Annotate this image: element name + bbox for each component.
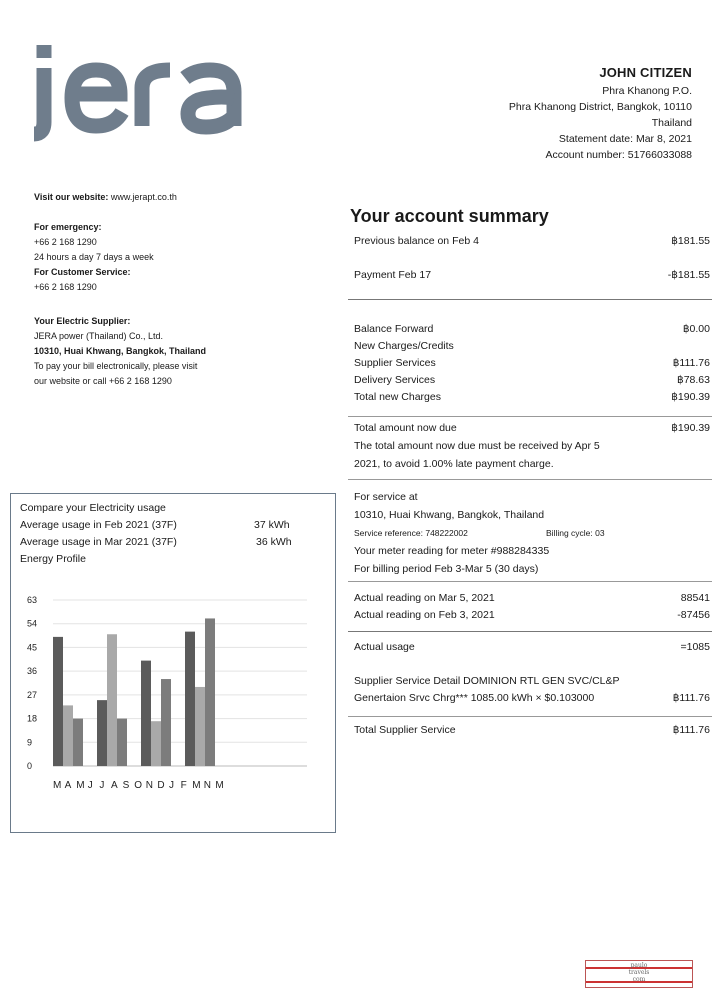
mar-usage-label: Average usage in Mar 2021 (37F) bbox=[20, 536, 177, 548]
service-reference: Service reference: 748222002 bbox=[354, 528, 468, 538]
bar bbox=[195, 687, 205, 766]
customer-info bbox=[509, 65, 692, 163]
feb-usage-label: Average usage in Feb 2021 (37F) bbox=[20, 519, 177, 531]
energy-profile-label: Energy Profile bbox=[20, 553, 86, 565]
meter-line: Your meter reading for meter #988284335 bbox=[354, 545, 550, 557]
delivery-services-label: Delivery Services bbox=[354, 374, 436, 386]
y-tick-label: 0 bbox=[27, 761, 33, 771]
supplier-name: JERA power (Thailand) Co., Ltd. bbox=[34, 331, 164, 341]
bar bbox=[63, 705, 73, 766]
x-tick-label: A bbox=[111, 780, 118, 791]
supplier-label: Your Electric Supplier: bbox=[34, 316, 131, 326]
x-tick-label: N bbox=[145, 780, 154, 791]
watermark-text-3: com bbox=[632, 976, 646, 983]
emergency-block bbox=[34, 220, 154, 295]
account-summary bbox=[350, 206, 712, 284]
x-tick-label: M bbox=[53, 780, 62, 791]
previous-balance-label: Previous balance on Feb 4 bbox=[354, 235, 479, 247]
bar bbox=[97, 700, 107, 766]
total-supplier-block bbox=[350, 722, 712, 739]
balance-forward-label: Balance Forward bbox=[354, 323, 434, 335]
x-tick-label: A bbox=[64, 780, 72, 791]
emergency-phone: +66 2 168 1290 bbox=[34, 237, 97, 247]
total-new-charges-label: Total new Charges bbox=[354, 391, 441, 403]
balance-forward-value: ฿0.00 bbox=[682, 323, 710, 335]
supplier-services-label: Supplier Services bbox=[354, 357, 436, 369]
divider bbox=[348, 479, 712, 480]
watermark-text-2: travels bbox=[628, 969, 650, 976]
generation-charge-value: ฿111.76 bbox=[672, 692, 710, 704]
x-tick-label: F bbox=[180, 780, 187, 791]
readings-block bbox=[350, 590, 712, 624]
bar bbox=[151, 721, 161, 766]
customer-service-phone: +66 2 168 1290 bbox=[34, 282, 97, 292]
bar bbox=[141, 661, 151, 766]
x-tick-label: J bbox=[99, 780, 105, 791]
mar-usage-value: 36 kWh bbox=[256, 536, 292, 548]
supplier-detail-block bbox=[350, 673, 712, 707]
x-tick-label: J bbox=[169, 780, 174, 791]
charges-block bbox=[350, 321, 712, 406]
y-tick-label: 27 bbox=[27, 689, 38, 700]
total-supplier-row bbox=[350, 722, 712, 739]
delivery-services-value: ฿78.63 bbox=[677, 374, 710, 386]
x-tick-label: D bbox=[157, 780, 165, 791]
statement-date: Statement date: Mar 8, 2021 bbox=[558, 133, 692, 145]
supplier-services-row bbox=[350, 355, 712, 372]
usage-header bbox=[11, 494, 335, 568]
y-tick-label: 9 bbox=[27, 737, 33, 748]
x-tick-label: N bbox=[203, 780, 212, 791]
customer-country: Thailand bbox=[651, 117, 692, 129]
watermark-text-1: paulo bbox=[630, 962, 648, 969]
divider bbox=[348, 581, 712, 582]
total-due-value: ฿190.39 bbox=[671, 422, 710, 434]
account-number: Account number: 51766033088 bbox=[545, 149, 692, 161]
feb-usage-row bbox=[20, 517, 335, 534]
emergency-hours: 24 hours a day 7 days a week bbox=[34, 252, 154, 262]
bar bbox=[107, 634, 117, 766]
new-charges-label: New Charges/Credits bbox=[354, 340, 454, 352]
y-tick-label: 18 bbox=[27, 713, 38, 724]
divider bbox=[348, 299, 712, 300]
supplier-detail-row-1 bbox=[350, 673, 712, 690]
bar bbox=[185, 632, 195, 766]
reading-2-value: -87456 bbox=[677, 609, 710, 621]
new-charges-row bbox=[350, 338, 712, 355]
total-new-charges-row bbox=[350, 389, 712, 406]
total-supplier-value: ฿111.76 bbox=[672, 724, 710, 736]
reading-row-2 bbox=[350, 607, 712, 624]
y-tick-label: 45 bbox=[27, 642, 38, 653]
website-label: Visit our website: bbox=[34, 192, 109, 202]
reading-2-label: Actual reading on Feb 3, 2021 bbox=[354, 609, 495, 621]
website-line bbox=[34, 190, 177, 205]
service-heading: For service at bbox=[354, 491, 418, 503]
supplier-services-value: ฿111.76 bbox=[672, 357, 710, 369]
service-block bbox=[350, 488, 712, 578]
feb-usage-value: 37 kWh bbox=[254, 519, 290, 531]
customer-service-label: For Customer Service: bbox=[34, 267, 131, 277]
due-note-2: 2021, to avoid 1.00% late payment charge. bbox=[354, 458, 554, 470]
usage-bar-chart bbox=[11, 590, 333, 830]
reading-1-value: 88541 bbox=[680, 592, 710, 604]
amount-due-block bbox=[350, 420, 712, 473]
reading-1-label: Actual reading on Mar 5, 2021 bbox=[354, 592, 495, 604]
divider bbox=[348, 716, 712, 717]
y-tick-label: 54 bbox=[27, 618, 38, 629]
y-tick-label: 36 bbox=[27, 666, 38, 677]
delivery-services-row bbox=[350, 372, 712, 389]
due-note-1: The total amount now due must be received by Apr 5 bbox=[354, 440, 600, 452]
payment-value: -฿181.55 bbox=[667, 269, 710, 281]
divider bbox=[348, 631, 712, 632]
supplier-address: 10310, Huai Khwang, Bangkok, Thailand bbox=[34, 346, 207, 356]
bar bbox=[205, 618, 215, 766]
total-due-row bbox=[350, 420, 712, 437]
billing-cycle: Billing cycle: 03 bbox=[546, 528, 605, 538]
divider bbox=[348, 416, 712, 417]
pay-instructions-2: our website or call +66 2 168 1290 bbox=[34, 376, 172, 386]
usage-block bbox=[350, 639, 712, 656]
service-address: 10310, Huai Khwang, Bangkok, Thailand bbox=[354, 509, 545, 521]
x-tick-label: O bbox=[134, 780, 142, 791]
watermark-logo bbox=[585, 960, 693, 988]
x-tick-label: M bbox=[215, 780, 224, 791]
y-tick-label: 63 bbox=[27, 595, 38, 605]
actual-usage-value: =1085 bbox=[680, 641, 710, 653]
generation-charge-label: Genertaion Srvc Chrg*** 1085.00 kWh × $0.103000 bbox=[354, 692, 595, 704]
previous-balance-value: ฿181.55 bbox=[671, 235, 710, 247]
website-link[interactable]: www.jerapt.co.th bbox=[110, 192, 177, 202]
total-supplier-label: Total Supplier Service bbox=[354, 724, 456, 736]
payment-label: Payment Feb 17 bbox=[354, 269, 432, 281]
bar bbox=[161, 679, 171, 766]
x-tick-label: M bbox=[192, 780, 201, 791]
bar bbox=[117, 719, 127, 766]
bar bbox=[73, 719, 83, 766]
actual-usage-row bbox=[350, 639, 712, 656]
x-tick-label: J bbox=[87, 780, 93, 791]
previous-balance-row bbox=[350, 233, 712, 250]
summary-title: Your account summary bbox=[350, 206, 549, 226]
pay-instructions-1: To pay your bill electronically, please visit bbox=[34, 361, 198, 371]
x-tick-label: M bbox=[76, 780, 85, 791]
supplier-detail-label: Supplier Service Detail DOMINION RTL GEN SVC/CL&P bbox=[354, 675, 620, 687]
bar bbox=[53, 637, 63, 766]
actual-usage-label: Actual usage bbox=[354, 641, 415, 653]
x-tick-label: S bbox=[122, 780, 130, 791]
customer-name: JOHN CITIZEN bbox=[599, 65, 692, 80]
supplier-detail-row-2 bbox=[350, 690, 712, 707]
mar-usage-row bbox=[20, 534, 335, 551]
usage-title: Compare your Electricity usage bbox=[20, 502, 166, 514]
balance-forward-row bbox=[350, 321, 712, 338]
customer-address-line2: Phra Khanong District, Bangkok, 10110 bbox=[508, 101, 692, 113]
service-reference-line bbox=[350, 524, 712, 542]
total-new-charges-value: ฿190.39 bbox=[671, 391, 710, 403]
billing-period: For billing period Feb 3-Mar 5 (30 days) bbox=[354, 563, 539, 575]
usage-chart-panel bbox=[10, 493, 336, 833]
supplier-block bbox=[34, 314, 206, 389]
emergency-label: For emergency: bbox=[34, 222, 102, 232]
reading-row-1 bbox=[350, 590, 712, 607]
payment-row bbox=[350, 267, 712, 284]
jera-logo bbox=[30, 30, 270, 145]
customer-address-line1: Phra Khanong P.O. bbox=[602, 85, 692, 97]
total-due-label: Total amount now due bbox=[354, 422, 457, 434]
